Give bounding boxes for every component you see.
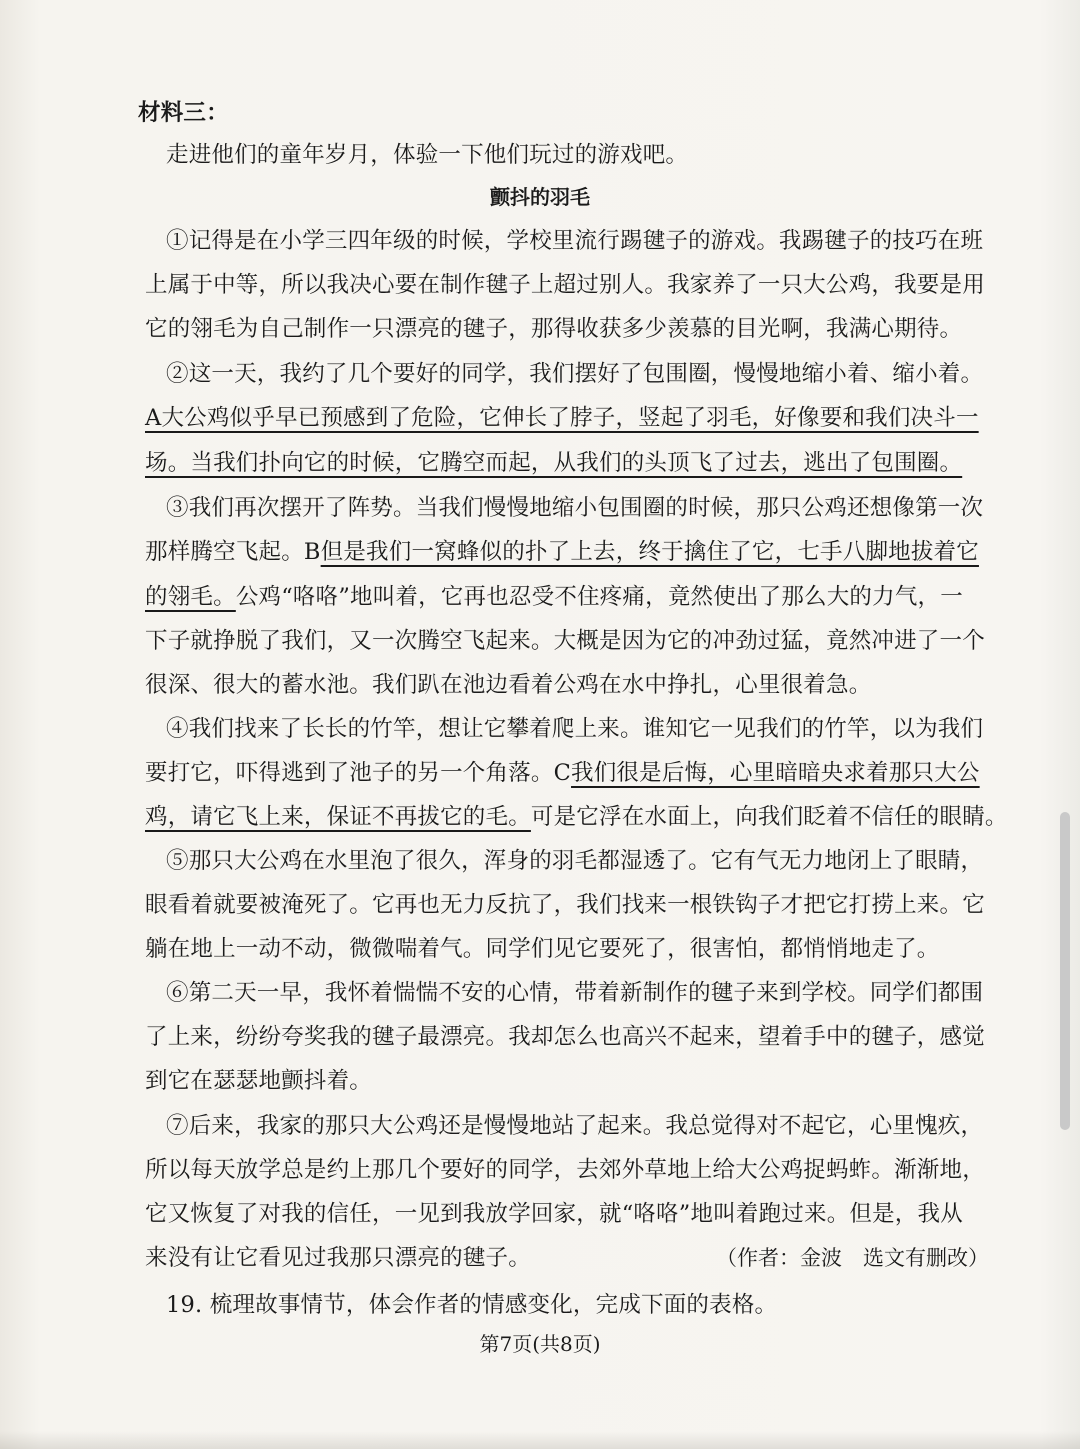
underlined-sentence-a-line-2: 场。当我们扑向它的时候，它腾空而起，从我们的头顶飞了过去，逃出了包围圈。 xyxy=(145,450,963,476)
paragraph-6-line-2: 了上来，纷纷夸奖我的毽子最漂亮。我却怎么也高兴不起来，望着手中的毽子，感觉 xyxy=(145,1024,985,1050)
underlined-sentence-b-line-2: 的翎毛。 xyxy=(145,584,236,610)
paragraph-7-line-1: ⑦后来，我家的那只大公鸡还是慢慢地站了起来。我总觉得对不起它，心里愧疚， xyxy=(166,1113,984,1139)
paragraph-3-line-2 xyxy=(145,537,979,567)
paragraph-3-line-5: 很深、很大的蓄水池。我们趴在池边看着公鸡在水中挣扎，心里很着急。 xyxy=(145,672,872,698)
question-19: 19. 梳理故事情节，体会作者的情感变化，完成下面的表格。 xyxy=(166,1292,778,1318)
intro-text: 走进他们的童年岁月，体验一下他们玩过的游戏吧。 xyxy=(166,142,689,168)
underlined-sentence-c-line-2: 鸡，请它飞上来，保证不再拔它的毛。 xyxy=(145,804,531,830)
paragraph-3-line-4: 下子就挣脱了我们，又一次腾空飞起来。大概是因为它的冲劲过猛，竟然冲进了一个 xyxy=(145,628,985,654)
paragraph-5-line-3: 躺在地上一动不动，微微喘着气。同学们见它要死了，很害怕，都悄悄地走了。 xyxy=(145,936,940,962)
paragraph-4-line-1: ④我们找来了长长的竹竿，想让它攀着爬上来。谁知它一见我们的竹竿，以为我们 xyxy=(166,716,984,742)
paragraph-2-line-1: ②这一天，我约了几个要好的同学，我们摆好了包围圈，慢慢地缩小着、缩小着。 xyxy=(166,361,984,387)
paragraph-7-line-3: 它又恢复了对我的信任，一见到我放学回家，就“咯咯”地叫着跑过来。但是，我从 xyxy=(145,1201,963,1227)
paragraph-7-line-4: 来没有让它看见过我那只漂亮的毽子。 xyxy=(145,1245,531,1271)
page-number-footer: 第7页(共8页) xyxy=(479,1332,601,1356)
paragraph-5-line-2: 眼看着就要被淹死了。它再也无力反抗了，我们找来一根铁钩子才把它打捞上来。它 xyxy=(145,892,985,918)
paragraph-1-line-1: ①记得是在小学三四年级的时候，学校里流行踢毽子的游戏。我踢毽子的技巧在班 xyxy=(166,228,984,254)
paragraph-3-line-2-text: 那样腾空飞起。B xyxy=(145,539,321,565)
article-title: 颤抖的羽毛 xyxy=(490,185,590,209)
paragraph-3-line-1: ③我们再次摆开了阵势。当我们慢慢地缩小包围圈的时候，那只公鸡还想像第一次 xyxy=(166,495,984,521)
paragraph-6-line-3: 到它在瑟瑟地颤抖着。 xyxy=(145,1068,373,1094)
paragraph-4-line-2-text: 要打它，吓得逃到了池子的另一个角落。C xyxy=(145,760,572,786)
paragraph-1-line-2: 上属于中等，所以我决心要在制作毽子上超过别人。我家养了一只大公鸡，我要是用 xyxy=(145,272,985,298)
author-attribution: （作者：金波 选文有删改） xyxy=(716,1246,989,1270)
paragraph-4-line-3 xyxy=(145,802,1008,832)
paragraph-4-line-3-text: 可是它浮在水面上，向我们眨着不信任的眼睛。 xyxy=(530,804,1008,830)
paragraph-7-line-2: 所以每天放学总是约上那几个要好的同学，去郊外草地上给大公鸡捉蚂蚱。渐渐地， xyxy=(145,1157,985,1183)
paragraph-6-line-1: ⑥第二天一早，我怀着惴惴不安的心情，带着新制作的毽子来到学校。同学们都围 xyxy=(166,980,984,1006)
paragraph-3-line-3 xyxy=(145,582,963,612)
underlined-sentence-a-line-1: A大公鸡似乎早已预感到了危险，它伸长了脖子，竖起了羽毛，好像要和我们决斗一 xyxy=(145,405,979,431)
page-bottom-shadow xyxy=(0,1431,1080,1449)
underlined-sentence-b-line-1: 但是我们一窝蜂似的扑了上去，终于擒住了它，七手八脚地拔着它 xyxy=(320,539,979,565)
paragraph-4-line-2 xyxy=(145,758,980,788)
underlined-sentence-c-line-1: 我们很是后悔，心里暗暗央求着那只大公 xyxy=(571,760,980,786)
material-label: 材料三： xyxy=(138,100,229,126)
paragraph-3-line-3-text: 公鸡“咯咯”地叫着，它再也忍受不住疼痛，竟然使出了那么大的力气，一 xyxy=(235,584,963,610)
paragraph-1-line-3: 它的翎毛为自己制作一只漂亮的毽子，那得收获多少羡慕的目光啊，我满心期待。 xyxy=(145,316,963,342)
vertical-scrollbar[interactable] xyxy=(1060,812,1070,1130)
paragraph-5-line-1: ⑤那只大公鸡在水里泡了很久，浑身的羽毛都湿透了。它有气无力地闭上了眼睛， xyxy=(166,848,984,874)
